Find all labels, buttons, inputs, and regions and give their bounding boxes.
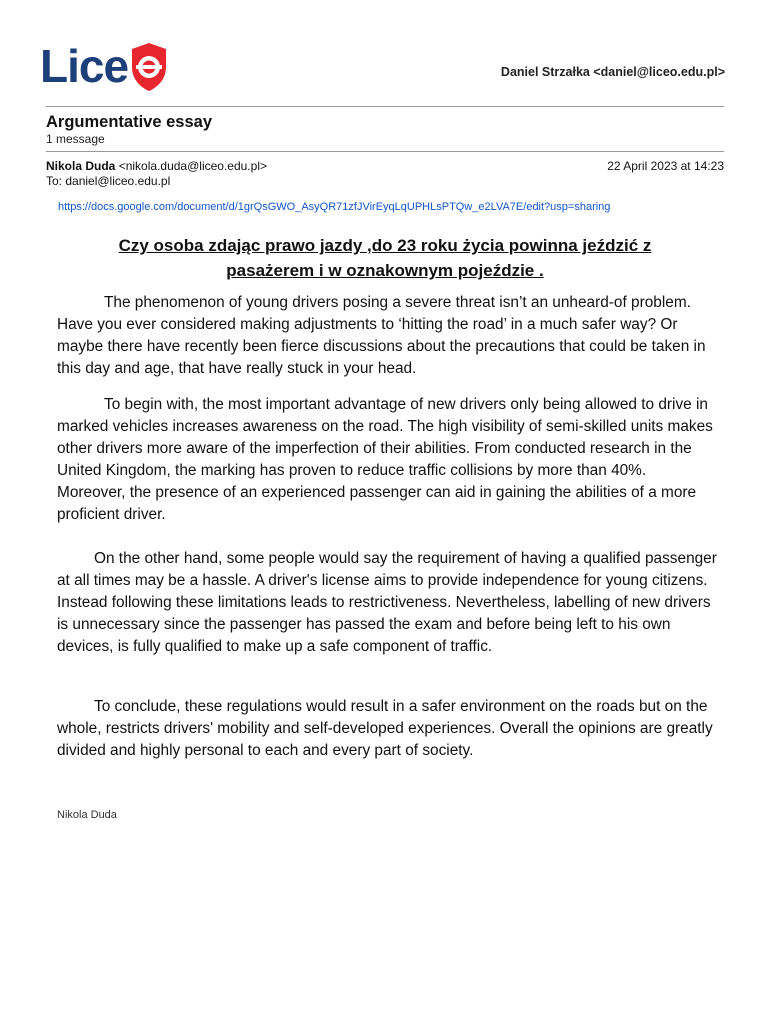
essay-title-line-1: Czy osoba zdając prawo jazdy ,do 23 roku życia powinna jeździć z — [118, 236, 652, 255]
recipient-line: To: daniel@liceo.edu.pl — [46, 174, 171, 188]
signature: Nikola Duda — [57, 809, 117, 821]
subject-divider — [46, 151, 724, 152]
account-user: Daniel Strzałka <daniel@liceo.edu.pl> — [500, 65, 725, 79]
sender-line — [46, 159, 267, 173]
liceo-logo — [40, 40, 169, 96]
thread-subject: Argumentative essay — [46, 113, 212, 131]
logo-text: Lice — [40, 40, 129, 92]
header-divider — [46, 106, 724, 107]
essay-paragraph-4: To conclude, these regulations would result in a safer environment on the roads but on the whole, restricts drivers' mobility and self-developed experiences. Overall the opinions are greatly divided and highly personal to each and every part of society. — [57, 698, 713, 759]
sender-name: Nikola Duda — [46, 159, 116, 173]
message-count: 1 message — [46, 132, 105, 146]
essay-title-line-2: pasażerem i w oznakownym pojeździe . — [226, 261, 544, 280]
essay-paragraph-1: The phenomenon of young drivers posing a severe threat isn’t an unheard-of problem. Have you ever considered making adjustments to ‘hitting the road’ in a much safer way? Or maybe there have recently been fierce discussions about the precautions that could be taken in this day and age, that have really stuck in your head. — [57, 294, 706, 377]
sender-email: <nikola.duda@liceo.edu.pl> — [118, 159, 267, 173]
essay-paragraph-2: To begin with, the most important advantage of new drivers only being allowed to drive in marked vehicles increases awareness on the road. The high visibility of semi-skilled units makes other drivers more aware of the imperfection of their abilities. From conducted research in the United Kingdom, the marking has proven to reduce traffic collisions by more than 40%. Moreover, the presence of an experienced passenger can aid in gaining the abilities of a more proficient driver. — [57, 396, 713, 523]
essay-title — [60, 233, 710, 283]
essay-paragraph-3: On the other hand, some people would say the requirement of having a qualified passenger at all times may be a hassle. A driver's license aims to provide independence for young citizens. Instead following these limitations leads to restrictiveness. Nevertheless, labelling of new drivers is unnecessary since the passenger has passed the exam and before being left to his own devices, is fully qualified to make up a safe component of traffic. — [57, 550, 717, 655]
google-docs-link[interactable]: https://docs.google.com/document/d/1grQsGWO_AsyQR71zfJVirEyqLqUPHLsPTQw_e2LVA7E/edit?usp=sharing — [58, 201, 611, 213]
message-date: 22 April 2023 at 14:23 — [607, 159, 724, 173]
shield-logo-icon — [129, 41, 169, 93]
